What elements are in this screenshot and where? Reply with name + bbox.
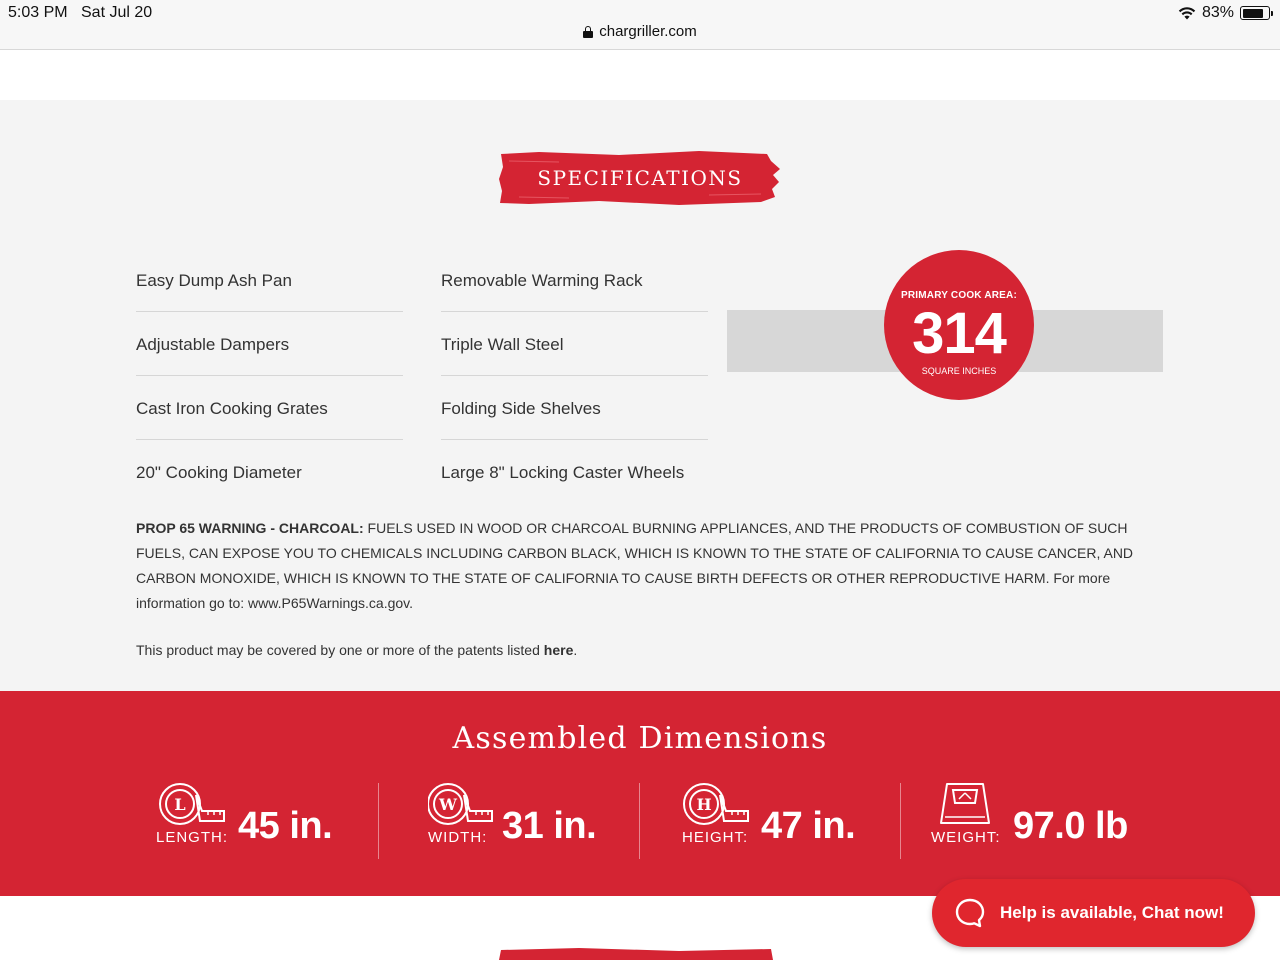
patent-end: . xyxy=(573,642,578,658)
chat-label: Help is available, Chat now! xyxy=(1000,903,1224,922)
dimension-label: WIDTH: xyxy=(428,829,488,846)
patent-text: This product may be covered by one or more of the patents listed xyxy=(136,642,540,658)
wifi-icon xyxy=(1178,6,1196,20)
chat-now-button[interactable] xyxy=(932,879,1255,947)
tape-measure-width-icon xyxy=(428,781,498,827)
tape-measure-height-icon xyxy=(682,781,752,827)
dimension-value: 47 in. xyxy=(761,805,856,847)
dimension-value: 45 in. xyxy=(238,805,333,847)
dimension-value: 97.0 lb xyxy=(1013,805,1128,847)
battery-percent: 83% xyxy=(1201,4,1234,21)
next-section-banner xyxy=(499,948,773,960)
feature-item: Large 8" Locking Caster Wheels xyxy=(441,463,685,482)
features-column-left xyxy=(136,248,403,504)
tape-letter: W xyxy=(439,795,457,814)
cook-area-label: PRIMARY COOK AREA: xyxy=(900,290,1017,301)
prop65-warning xyxy=(136,516,1136,616)
patent-notice xyxy=(136,642,577,658)
dimension-label: WEIGHT: xyxy=(931,829,1001,846)
scale-icon xyxy=(931,781,1001,827)
status-right xyxy=(1178,4,1270,22)
features-column-right xyxy=(441,248,708,504)
dimensions-title: Assembled Dimensions xyxy=(452,721,828,756)
feature-item: 20" Cooking Diameter xyxy=(136,463,302,482)
warning-label: PROP 65 WARNING - CHARCOAL: xyxy=(136,520,364,536)
url-text: chargriller.com xyxy=(599,23,697,40)
divider xyxy=(639,783,640,859)
battery-fill xyxy=(1243,9,1264,18)
cook-area-unit: SQUARE INCHES xyxy=(921,366,997,376)
warning-text: FUELS USED IN WOOD OR CHARCOAL BURNING APPLIANCES, AND THE PRODUCTS OF COMBUSTION OF SUCH FUELS, CAN EXPOSE YOU TO CHEMICALS INCLUDING CARBON BLACK, WHICH IS KNOWN TO THE STATE OF CALIFORNIA TO CAUSE CANCER, AND CARBON MONOXIDE, WHICH IS KNOWN TO THE STATE OF CALIFORNIA TO CAUSE BIRTH DEFECTS OR OTHER REPRODUCTIVE HARM. For more information go to: www.P65Warnings.ca.gov. xyxy=(136,520,1134,611)
feature-item: Cast Iron Cooking Grates xyxy=(136,376,403,440)
tape-letter: H xyxy=(696,795,712,814)
battery-icon xyxy=(1240,6,1270,20)
divider xyxy=(900,783,901,859)
cook-area-badge xyxy=(884,250,1034,400)
tape-measure-length-icon xyxy=(156,781,226,827)
divider xyxy=(378,783,379,859)
status-date: Sat Jul 20 xyxy=(81,4,153,21)
specifications-section xyxy=(0,100,1280,691)
tape-letter: L xyxy=(174,795,186,814)
specifications-heading: SPECIFICATIONS xyxy=(537,166,743,190)
feature-item: Triple Wall Steel xyxy=(441,312,708,376)
feature-item: Easy Dump Ash Pan xyxy=(136,248,403,312)
patent-link[interactable]: here xyxy=(543,642,574,658)
dimension-value: 31 in. xyxy=(502,805,597,847)
dimensions-section xyxy=(0,691,1280,896)
address-bar[interactable] xyxy=(0,23,1280,40)
cook-area-value: 314 xyxy=(912,301,1006,366)
feature-item: Folding Side Shelves xyxy=(441,376,708,440)
lock-icon xyxy=(583,26,593,38)
status-time: 5:03 PM xyxy=(8,4,68,21)
specifications-banner xyxy=(499,151,781,205)
feature-item: Adjustable Dampers xyxy=(136,312,403,376)
feature-item: Removable Warming Rack xyxy=(441,248,708,312)
dimension-label: LENGTH: xyxy=(156,829,229,846)
status-bar xyxy=(0,0,1280,50)
chat-bubble-icon xyxy=(954,897,986,929)
dimension-label: HEIGHT: xyxy=(682,829,749,846)
